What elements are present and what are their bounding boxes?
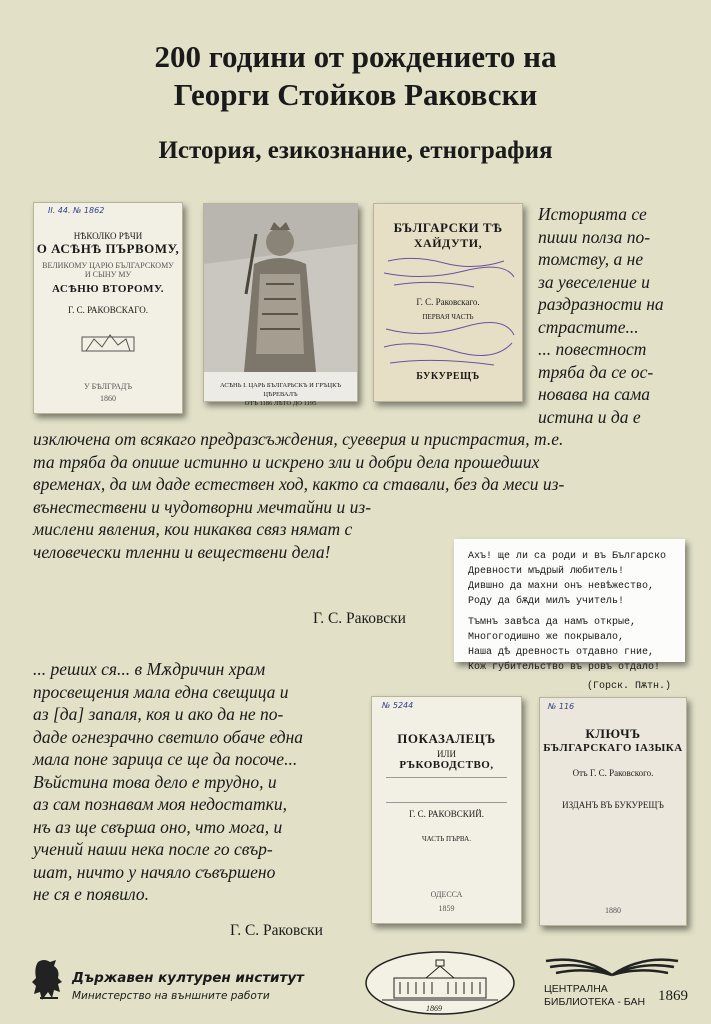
quote-line: истина и да е [538,406,641,427]
poem-line: Древности мъдрый любитель! [468,566,625,577]
institute-subtitle: Министерство на външните работи [72,990,270,1002]
book-title: БЪЛГАРСКИ ТѢ [393,220,503,235]
quote-line: мислени явления, кои никаква связ нямат с [33,519,353,539]
book-year: 1880 [605,906,621,915]
handwriting-icon [374,251,522,291]
book-author: Отъ Г. С. Раковского. [572,768,654,778]
quote-line: просвещения мала една свещица и [33,681,289,702]
book-title-2: ХАЙДУТИ, [413,236,483,250]
institute-name: Държавен културен институт [72,970,304,986]
quote-line: аз [да] запаля, коя и ако да не по- [33,704,284,724]
book-author: Г. С. РАКОВСКАГО. [67,305,149,315]
quote-line: нъ аз ще свърша оно, что мога, и [33,816,283,837]
quote-line: ... реших ся... в Мѫдричин храм [33,659,266,679]
book-place: ОДЕССА [430,890,463,899]
quote-line: не ся е появило. [33,884,149,904]
title-line-1: 200 години от рождението на [154,39,557,74]
quote-line: тряба да се ос- [538,361,654,382]
quote-line: томству, а не [538,249,644,269]
book-place: У БѢЛГРАДЪ [84,382,132,391]
book-title: КЛЮЧЪ [585,726,641,741]
book-cover-asen [33,202,183,414]
book-cover-haiduti [373,203,523,402]
book-part: ПЕРВАЯ ЧАСТЬ [422,313,474,321]
quote-line: раздразности на [538,294,664,314]
poster-title [0,38,711,114]
quote-author: Г. С. Раковски [313,610,406,627]
quote-temple [33,658,373,906]
handwriting-icon [374,321,522,371]
book-author: Г. С. РАКОВСКИЙ. [408,809,485,819]
book-place: БУКУРЕЩЪ [416,371,480,382]
quote-line: страстите... [538,316,639,337]
emblem-year: 1869 [426,1004,442,1013]
poem-line: Ахъ! ще ли са роди и въ Българско [468,551,667,562]
poem-line: Роду да бѫди милъ учитель! [468,596,625,607]
book-author: Г. С. Раковскаго. [416,297,480,307]
poster-subtitle: История, езикознание, етнография [158,137,553,164]
quote-author: Г. С. Раковски [230,922,323,939]
book-title-2: БЪЛГАРСКАГО ІАЗЫКА [543,742,683,754]
poem-excerpt [454,539,685,692]
poem-line: Наша дѣ древность отдавно гние, [468,647,655,658]
library-name [544,983,645,1009]
book-line: НѢКОЛКО РѢЧИ [73,231,143,241]
library-year: 1869 [658,988,688,1004]
shelf-mark: II. 44. № 1862 [48,206,105,215]
library-line-1: ЦЕНТРАЛНА [544,983,608,995]
quote-line: временах, да им даде естествен ход, както са ставали, без да меси из- [33,474,565,494]
quote-line: пиши полза по- [538,226,651,247]
quote-line: новава на сама [538,384,651,404]
book-cover-pokazalec [371,696,522,924]
open-book-logo-icon [542,951,682,977]
shelf-mark: № 5244 [382,701,414,710]
book-title-2: РЪКОВОДСТВО, [399,759,494,771]
library-line-2: БИБЛИОТЕКА - БАН [544,996,646,1008]
engraving-caption-dates: ОТЪ 1186 ЛѢТО ДО 1195 [244,400,317,407]
engraving-tsar-asen [203,203,358,407]
book-title: ПОКАЗАЛЕЦЪ [397,731,496,746]
quote-line: вънестествени и чудотворни мечтайни и из- [33,496,372,517]
quote-line: учений наши нека после го свър- [33,839,273,859]
book-title: О АСѢНѢ ПЪРВОМУ, [36,241,180,256]
poem-line: Кож губительство въ ровъ отдало! [468,662,661,673]
vignette-icon [78,327,138,355]
engraving-caption: АСѢНЬ I. ЦАРЬ БЪЛГАРЬСКЪ И ГРЪЦКЪ ЦѢРЕВАЛЪ [219,382,342,398]
book-year: 1860 [100,394,116,403]
lion-logo-icon [30,958,66,1002]
quote-line: ... повестност [538,339,647,359]
book-place: ИЗДАНЪ ВЪ БУКУРЕЩЪ [562,800,664,810]
book-cover-kluch [539,697,687,926]
quote-line: даде огнезрачно светило обаче една [33,726,304,747]
poem-source: (Горск. Пѫтн.) [586,681,671,692]
poem-line: Многогодишно же покрывало, [468,632,625,643]
quote-line: Историята се [538,204,647,224]
tsar-portrait-icon [204,204,357,372]
quote-line: аз сам познавам моя недостатки, [33,794,287,814]
quote-line: человечески тленни и веществени дела! [33,541,331,562]
shelf-mark: № 116 [548,702,575,711]
book-part: ЧАСТЬ ПЪРВА. [422,835,471,843]
book-subtitle: АСѢНЮ ВТОРОМУ. [52,283,164,295]
quote-line: изключена от всякаго предразсъждения, суеверия и пристрастия, т.е. [33,429,564,449]
poem-line: Дившно да махни онъ невѣжество, [468,581,655,592]
book-line: ИЛИ [436,749,457,759]
book-line: ВЕЛИКОМУ ЦАРЮ БЪЛГАРСКОМУ И СЫНУ МУ [42,261,174,279]
quote-line: та тряба да опише истинно и искрено зли и добри дела прошедших [33,451,540,472]
quote-line: мала поне зарица се ще да посоче... [33,749,298,769]
title-line-2: Георги Стойков Раковски [173,77,538,112]
quote-line: за увеселение и [538,271,650,292]
quote-line: шат, ничто у начяло съвършено [33,861,276,882]
book-year: 1859 [438,904,455,913]
poem-line: Тъмнъ завѣса да намъ открые, [468,617,637,628]
quote-line: Въйстина това дело е трудно, и [33,771,277,792]
